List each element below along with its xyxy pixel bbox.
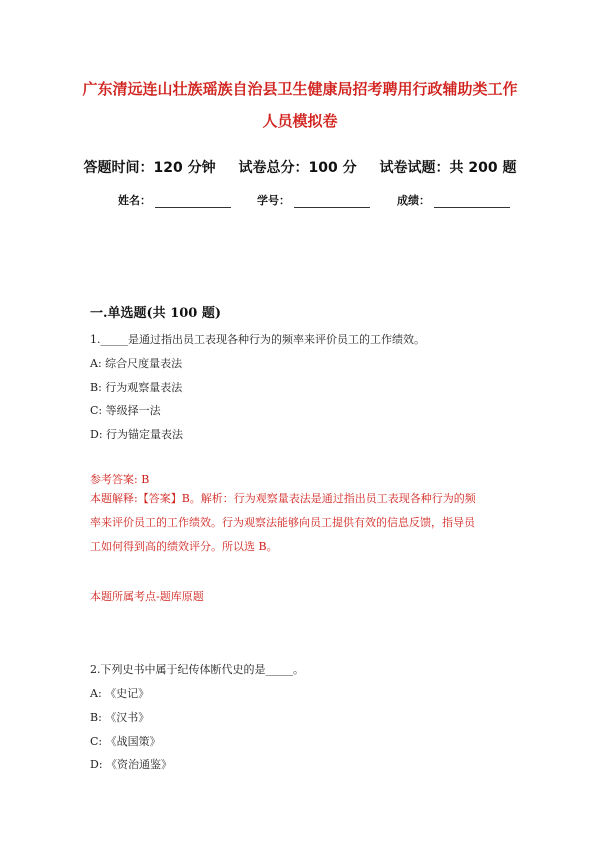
id-blank	[294, 197, 370, 208]
q2-option-c: C: 《战国策》	[90, 735, 161, 748]
q1-option-c: C: 等级择一法	[90, 404, 161, 417]
question-count: 试卷试题：共 200 题	[379, 160, 517, 176]
q1-explanation-line3: 工如何得到高的绩效评分。所以选 B。	[90, 540, 278, 553]
q1-explanation-line1: 本题解释:【答案】B。解析：行为观察量表法是通过指出员工表现各种行为的频	[90, 492, 476, 505]
section-title: 一.单选题(共 100 题)	[90, 306, 222, 321]
name-field	[118, 192, 231, 208]
score-blank	[434, 197, 510, 208]
q2-stem: 2.下列史书中属于纪传体断代史的是_____。	[90, 663, 304, 676]
q1-option-d: D: 行为锚定量表法	[90, 428, 184, 441]
q1-option-b: B: 行为观察量表法	[90, 381, 183, 394]
q2-option-d: D: 《资治通鉴》	[90, 758, 173, 771]
q2-option-b: B: 《汉书》	[90, 711, 150, 724]
name-blank	[155, 197, 231, 208]
q1-stem: 1._____是通过指出员工表现各种行为的频率来评价员工的工作绩效。	[90, 333, 425, 346]
total-score: 试卷总分：100 分	[238, 160, 357, 176]
exam-title-line1: 广东清远连山壮族瑶族自治县卫生健康局招考聘用行政辅助类工作	[82, 80, 518, 98]
time-limit: 答题时间：120 分钟	[83, 160, 216, 176]
id-label: 学号：	[257, 194, 290, 207]
exam-meta	[0, 157, 600, 177]
q2-option-a: A: 《史记》	[90, 687, 150, 700]
score-field	[397, 192, 510, 208]
name-label: 姓名：	[118, 194, 151, 207]
q1-option-a: A: 综合尺度量表法	[90, 357, 183, 370]
exam-title-line2: 人员模拟卷	[262, 112, 338, 130]
q1-source: 本题所属考点-题库原题	[90, 590, 204, 603]
id-field	[257, 192, 370, 208]
q1-answer: 参考答案: B	[90, 473, 150, 486]
score-label: 成绩：	[397, 194, 430, 207]
q1-explanation	[90, 487, 520, 559]
q1-explanation-line2: 率来评价员工的工作绩效。行为观察法能够向员工提供有效的信息反馈，指导员	[90, 516, 475, 529]
